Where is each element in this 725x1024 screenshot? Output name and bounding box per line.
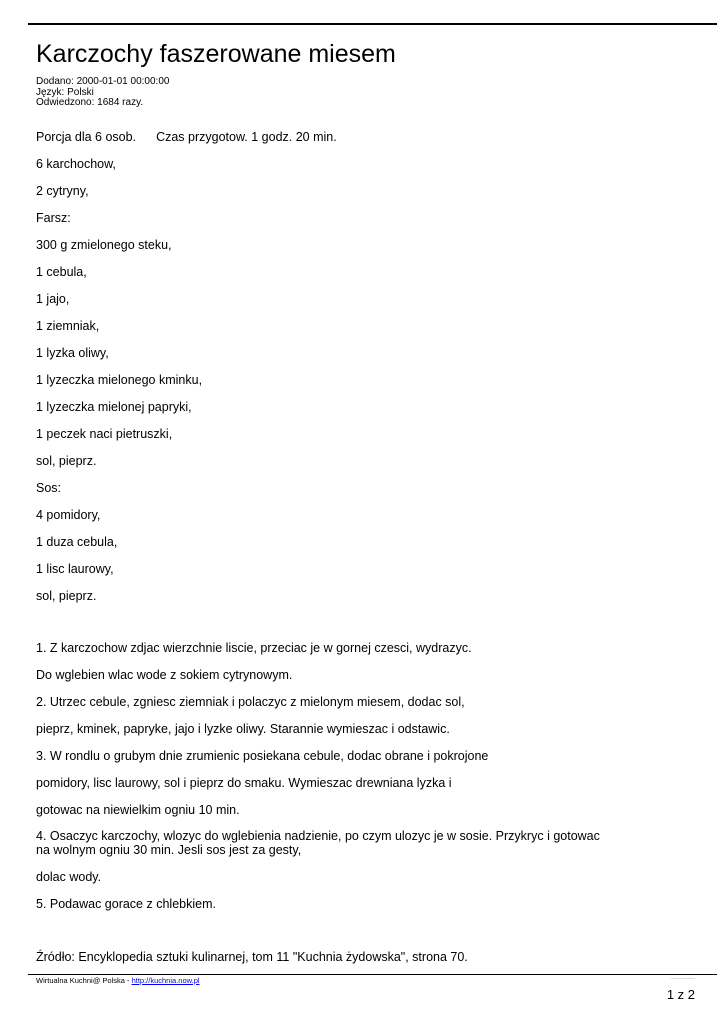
ingredient-line: 1 cebula,	[36, 265, 87, 279]
ingredient-line: sol, pieprz.	[36, 589, 97, 603]
meta-visited: Odwiedzono: 1684 razy.	[36, 97, 144, 108]
footer-site-link[interactable]: http://kuchnia.now.pl	[131, 976, 200, 985]
ingredient-line: 1 lyzeczka mielonej papryki,	[36, 400, 192, 414]
ingredient-line: sol, pieprz.	[36, 454, 97, 468]
meta-added: Dodano: 2000-01-01 00:00:00	[36, 76, 170, 87]
instruction-line: 3. W rondlu o grubym dnie zrumienic posiekana cebule, dodac obrane i pokrojone	[36, 749, 489, 763]
recipe-source: Źródło: Encyklopedia sztuki kulinarnej, tom 11 "Kuchnia żydowska", strona 70.	[36, 950, 468, 964]
ingredient-line: 1 lisc laurowy,	[36, 562, 114, 576]
ingredient-line: 300 g zmielonego steku,	[36, 238, 172, 252]
instruction-line: gotowac na niewielkim ogniu 10 min.	[36, 803, 240, 817]
footer-site-name: Wirtualna Kuchni@ Polska -	[36, 976, 132, 985]
ingredient-line: 1 lyzka oliwy,	[36, 346, 109, 360]
ingredient-line: 1 lyzeczka mielonego kminku,	[36, 373, 203, 387]
ingredient-line: 4 pomidory,	[36, 508, 101, 522]
header-rule	[28, 23, 717, 25]
ingredient-section-heading: Farsz:	[36, 211, 71, 225]
serving-size: Porcja dla 6 osob.	[36, 130, 137, 144]
instruction-line: 5. Podawac gorace z chlebkiem.	[36, 897, 216, 911]
instruction-line: Do wglebien wlac wode z sokiem cytrynowym.	[36, 668, 293, 682]
footer-rule	[28, 974, 717, 975]
ingredient-section-heading: Sos:	[36, 481, 62, 495]
page-title: Karczochy faszerowane miesem	[36, 40, 396, 68]
instruction-line: dolac wody.	[36, 870, 102, 884]
serving-info	[36, 130, 337, 144]
page-footer	[36, 976, 200, 985]
ingredient-line: 1 jajo,	[36, 292, 70, 306]
ingredient-line: 6 karchochow,	[36, 157, 116, 171]
recipe-meta	[36, 77, 169, 109]
instruction-line: pieprz, kminek, papryke, jajo i lyzke oliwy. Starannie wymieszac i odstawic.	[36, 722, 450, 736]
instruction-line: pomidory, lisc laurowy, sol i pieprz do smaku. Wymieszac drewniana lyzka i	[36, 776, 452, 790]
prep-time: Czas przygotow. 1 godz. 20 min.	[156, 130, 337, 144]
ingredient-line: 1 duza cebula,	[36, 535, 118, 549]
footer-mark	[671, 978, 695, 979]
ingredient-line: 1 ziemniak,	[36, 319, 100, 333]
meta-language: Język: Polski	[36, 86, 94, 98]
instruction-line: 2. Utrzec cebule, zgniesc ziemniak i polaczyc z mielonym miesem, dodac sol,	[36, 695, 465, 709]
page-number: 1 z 2	[666, 987, 695, 1002]
ingredient-line: 1 peczek naci pietruszki,	[36, 427, 173, 441]
instruction-line: 1. Z karczochow zdjac wierzchnie liscie, przeciac je w gornej czesci, wydrazyc.	[36, 641, 472, 655]
instruction-line: 4. Osaczyc karczochy, wlozyc do wglebienia nadzienie, po czym ulozyc je w sosie. Przykryc i gotowac na wolnym ogniu 30 min. Jesli sos jest za gesty,	[36, 829, 600, 857]
ingredient-line: 2 cytryny,	[36, 184, 89, 198]
